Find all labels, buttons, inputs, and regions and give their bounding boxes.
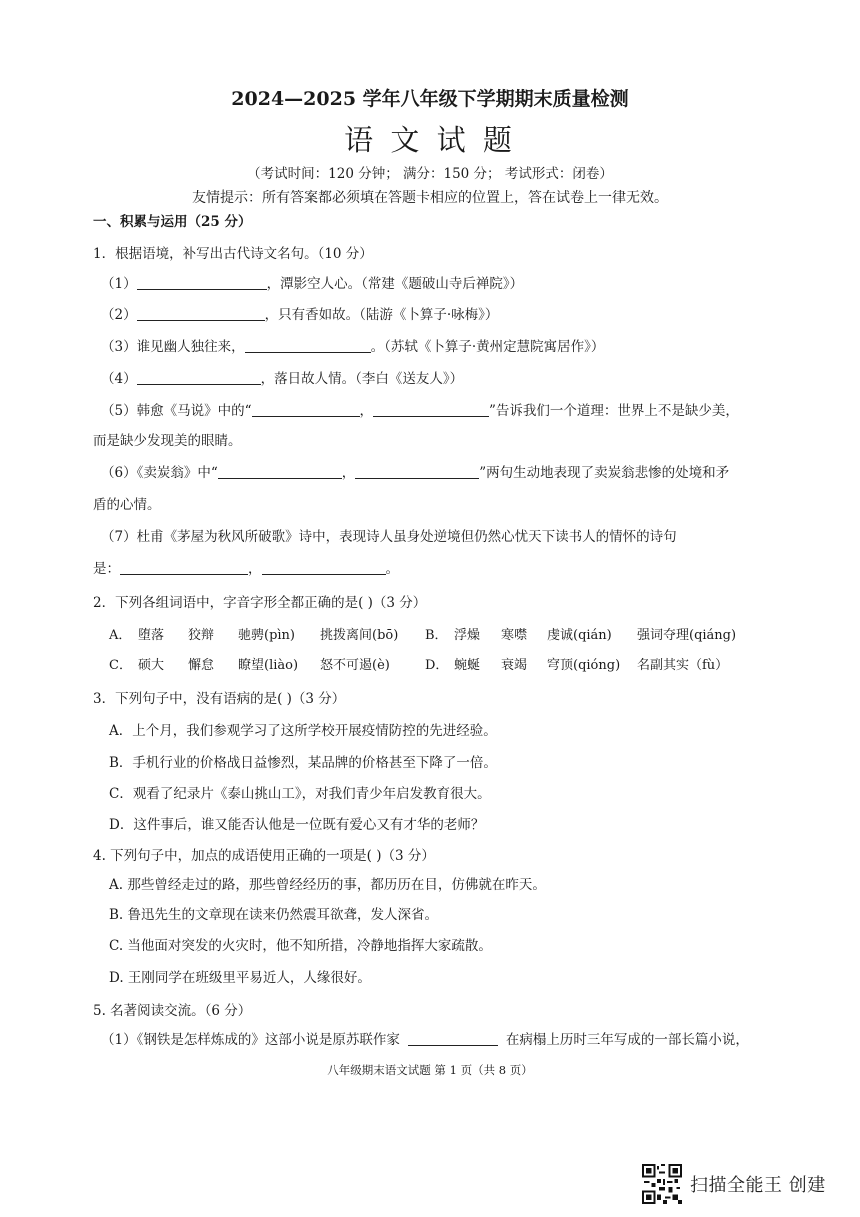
subject-title: 语 文 试 题 [344,123,516,157]
q2-option-b-word-2: 寒噤 [501,628,528,643]
q1-item-7: （7）杜甫《茅屋为秋风所破歌》诗中，表现诗人虽身处逆境但仍然心忧天下读书人的情怀的诗句 [101,529,677,545]
q3-option-a: A．上个月，我们参观学习了这所学校开展疫情防控的先进经验。 [109,723,497,739]
answer-blank [137,306,265,321]
answer-blank [120,560,248,575]
answer-blank [245,338,371,353]
q4-option-d: D. 王刚同学在班级里平易近人，人缘很好。 [109,970,371,986]
q2-stem: 2．下列各组词语中，字音字形全都正确的是( )（3 分） [93,595,427,611]
q2-option-d-word-4: 名副其实（fù） [637,658,729,673]
q2-option-a-word-3: 驰骋(pìn) [238,628,295,643]
q2-option-a-word-4: 挑拨离间(bō) [320,628,399,643]
q2-option-b-label: B． [425,628,448,643]
q2-option-c-word-4: 怒不可遏(è) [320,658,390,673]
notice: 友情提示：所有答案都必须填在答题卡相应的位置上，答在试卷上一律无效。 [192,190,668,206]
q2-option-c-word-1: 硕大 [138,658,165,673]
q2-option-c-label: C． [109,658,132,673]
q2-option-d-word-2: 衰竭 [501,658,528,673]
q1-item-3: （3）谁见幽人独往来， 。（苏轼《卜算子·黄州定慧院寓居作》） [101,339,605,355]
qr-code-icon [642,1164,682,1204]
answer-blank [408,1031,498,1046]
q1-item-1: （1） ，潭影空人心。（常建《题破山寺后禅院》） [101,276,524,292]
answer-blank [137,275,267,290]
q1-item-6-cont: 盾的心情。 [93,497,161,513]
q2-option-d-word-1: 蜿蜒 [454,658,481,673]
q1-stem: 1．根据语境，补写出古代诗文名句。（10 分） [93,246,373,262]
q2-option-d-label: D． [425,658,449,673]
q1-item-5-cont: 而是缺少发现美的眼睛。 [93,433,242,449]
q1-item-2: （2） ，只有香如故。（陆游《卜算子·咏梅》） [101,307,499,323]
answer-blank [355,464,479,479]
q2-option-a-label: A． [109,628,132,643]
q4-option-c: C. 当他面对突发的火灾时，他不知所措，冷静地指挥大家疏散。 [109,938,492,954]
q2-option-b-word-3: 虔诚(qián) [547,628,612,643]
scanner-watermark [642,1164,826,1204]
watermark-text: 扫描全能王 创建 [690,1175,826,1196]
q3-option-b: B．手机行业的价格战日益惨烈，某品牌的价格甚至下降了一倍。 [109,755,497,771]
q3-option-c: C．观看了纪录片《泰山挑山工》，对我们青少年启发教育很大。 [109,786,491,802]
answer-blank [137,370,261,385]
q1-item-6: （6）《卖炭翁》中“ ， ”两句生动地表现了卖炭翁悲惨的处境和矛 [101,465,730,481]
q5-item-1: （1）《钢铁是怎样炼成的》这部小说是原苏联作家 在病榻上历时三年写成的一部长篇小说， [101,1032,749,1048]
q4-option-a: A. 那些曾经走过的路，那些曾经经历的事，都历历在目，仿佛就在昨天。 [109,877,546,893]
q3-option-d: D．这件事后，谁又能否认他是一位既有爱心又有才华的老师？ [109,817,485,833]
answer-blank [373,402,489,417]
answer-blank [218,464,342,479]
q1-item-5: （5）韩愈《马说》中的“ ， ”告诉我们一个道理：世界上不是缺少美， [101,403,739,419]
q2-option-c-word-3: 瞭望(liào) [238,658,299,673]
q2-option-b-word-4: 强词夺理(qiáng) [637,628,737,643]
q2-option-b-word-1: 浮燥 [454,628,481,643]
q2-option-c-word-2: 懈怠 [188,658,215,673]
page-footer: 八年级期末语文试题 第 1 页（共 8 页） [327,1063,533,1077]
section-heading: 一、积累与运用（25 分） [93,214,252,230]
q1-item-7-cont: 是： ， 。 [93,561,399,577]
answer-blank [252,402,360,417]
q4-stem: 4. 下列句子中，加点的成语使用正确的一项是( )（3 分） [93,848,435,864]
q2-option-d-word-3: 穹顶(qióng) [547,658,621,673]
exam-info: （考试时间：120 分钟； 满分：150 分； 考试形式：闭卷） [247,166,613,182]
q5-stem: 5. 名著阅读交流。（6 分） [93,1003,252,1019]
q4-option-b: B. 鲁迅先生的文章现在读来仍然震耳欲聋，发人深省。 [109,907,439,923]
q3-stem: 3．下列句子中，没有语病的是( )（3 分） [93,691,346,707]
q2-option-a-word-2: 狡辩 [188,628,215,643]
answer-blank [262,560,386,575]
q2-option-a-word-1: 堕落 [138,628,165,643]
exam-title: 2024—2025 学年八年级下学期期末质量检测 [231,88,629,110]
q1-item-4: （4） ，落日故人情。（李白《送友人》） [101,371,464,387]
